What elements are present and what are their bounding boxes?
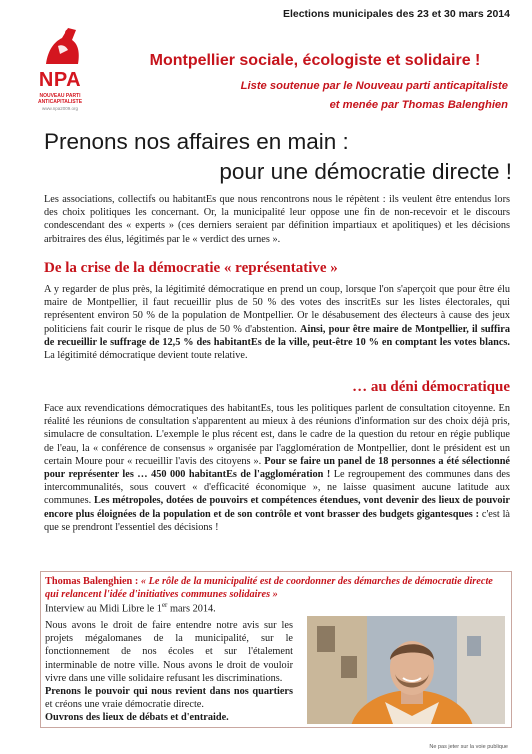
logo-fullname	[28, 93, 92, 105]
section2-heading: … au déni démocratique	[352, 379, 510, 395]
subhead-line2: et menée par Thomas Balenghien	[329, 99, 508, 111]
section2-paragraph	[44, 402, 510, 534]
candidate-photo	[307, 616, 505, 724]
logo-url: www.npa2009.org	[41, 106, 79, 111]
section2-text: Face aux revendications démocratiques des habitantEs, tous les politiques parlent de consultation citoyenne. En réalité les réunions de consultation s'apparentent au mieux à des réunions d'information sur des choix déjà pris, simulacre de consultation. L'exemple le plus récent est, dans le cadre de la question du retour en régie publique de l'eau, la « conférence de consensus » organisée par l'agglomération de Montpellier, dont le président est un certain Moure pour « recueillir l'avis des citoyens ».	[44, 403, 510, 467]
headline: Montpellier sociale, écologiste et solidaire !	[149, 52, 481, 69]
page-title-line2: pour une démocratie directe !	[219, 159, 512, 184]
logo-fullname-line1: NOUVEAU PARTI	[39, 93, 81, 99]
quote-body-text: Nous avons le droit de faire entendre notre avis sur les projets mégalomanes de la municipalité, sur le fonctionnement de nos écoles et sur l'étalement interminable de notre ville. Nous avons le droit de vouloir vivre dans une ville solidaire refusant les discriminations.	[45, 620, 293, 684]
logo-name: NPA	[38, 69, 82, 91]
quote-text: « Le rôle de la municipalité est de coordonner des démarches de démocratie directe qui relancent l'idée d'initiatives communes solidaires »	[45, 576, 493, 600]
subhead-line1: Liste soutenue par le Nouveau parti anticapitaliste	[240, 80, 508, 92]
section1-end: La légitimité démocratique devient toute relative.	[44, 350, 248, 362]
interview-source	[45, 601, 216, 614]
section1-paragraph	[44, 283, 510, 362]
section1-bold: Ainsi, pour être maire de Montpellier, il suffira de recueillir le suffrage de 12,5 % des habitantEs de la ville, peut-être 10 % en comptant les votes blancs.	[44, 323, 511, 348]
quote-header	[45, 575, 507, 601]
quote-box	[40, 571, 512, 728]
npa-logo	[28, 24, 92, 124]
interview-prefix: Interview au Midi Libre le 1	[45, 603, 162, 615]
quote-bold2: Ouvrons des lieux de débats et d'entraide.	[45, 712, 229, 724]
interview-suffix: mars 2014.	[167, 603, 216, 615]
megaphone-figure-icon	[38, 24, 84, 70]
quote-bold1: Prenons le pouvoir qui nous revient dans nos quartiers	[45, 686, 293, 698]
page-title-line1: Prenons nos affaires en main :	[44, 129, 349, 154]
section2-bold2: Les métropoles, dotées de pouvoirs et compétences étendues, vont devenir des lieux de pouvoir encore plus éloignées de la population et de son contrôle et vont brasser des budgets gigantesques :	[44, 495, 510, 520]
quote-author: Thomas Balenghien :	[45, 576, 139, 587]
section2-bold1: Pour se faire un panel de 18 personnes a été sélectionné pour représenter les … 450 000 habitantEs de l'agglomération !	[44, 455, 510, 481]
section2-mid: Le regroupement des communes dans des intercommunalités, sous couvert « d'efficacité économique », ne laisse quasiment aucune latitude aux communes.	[44, 469, 511, 507]
quote-mid: et créons une vraie démocratie directe.	[45, 699, 204, 711]
interview-sup: er	[161, 601, 168, 609]
intro-paragraph: Les associations, collectifs ou habitantEs que nous rencontrons nous le répètent : ils veulent être entendus lors des choix politiques les concernant. Or, la municipalité leur oppose une fin de non-recevoir et le discours condescendant des « experts » (ces derniers seraient par définition impartiaux et apolitiques) et les décisions arbitraires des élus, légitimés par le « verdict des urnes ».	[44, 194, 510, 245]
quote-body	[45, 619, 293, 725]
dateline: Elections municipales des 23 et 30 mars 2014	[282, 8, 510, 20]
section2-end: c'est là que se prendront l'essentiel des décisions !	[44, 508, 510, 533]
footer-note: Ne pas jeter sur la voie publique	[429, 744, 508, 750]
section1-text: A y regarder de plus près, la légitimité démocratique en prend un coup, lorsque l'on s'aperçoit que pour être élu maire de Montpellier, il faut recueillir plus de 50 % des votes des inscritEs sur les listes électorales, qui représentent environ 50 % de la population de Montpellier. Or le désabusement des électeurs à cause des jeux politiciens fait courir le risque de plus de 50 % d'abstention.	[44, 284, 510, 335]
portrait-image	[307, 616, 505, 724]
section1-heading: De la crise de la démocratie « représentative »	[44, 260, 338, 276]
subhead	[112, 77, 508, 115]
logo-fullname-line2: ANTICAPITALISTE	[37, 99, 83, 105]
